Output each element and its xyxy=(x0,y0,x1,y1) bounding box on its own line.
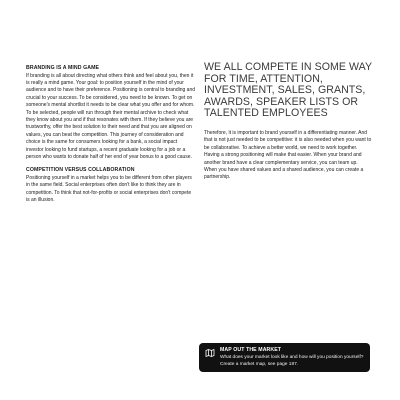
section-body-branding: If branding is all about directing what others think and feel about you, then it is really a mind game. Your goal: to position yourself in the mind of your audience and to have their preference. Positioning is central to branding and crucial to your success. To be considered, you need to be known. To get on someone's mental shortlist it needs to be clear what you offer and for whom. To be selected, people will run through their mental archive to check what they know about you and if that resonates with them. If they believe you are trustworthy, offer the best solution to their need and that you are aligned on values, you can beat the competition. This journey of consideration and choice is the same for consumers looking for a bank, a social impact investor looking to fund startups, a recent graduate looking for a job or a person who wants to donate half of her end of year bonus to a good cause. xyxy=(26,72,196,160)
callout-text: What does your market look like and how will you position yourself? Create a market map, see page 187. xyxy=(220,355,364,367)
section-heading-competition: COMPETITION VERSUS COLLABORATION xyxy=(26,167,135,174)
section-heading-branding: BRANDING IS A MIND GAME xyxy=(26,65,100,71)
right-column xyxy=(204,62,372,182)
section-body-competition: Positioning yourself in a market helps you to be different from other players in the same field. Social enterprises often don't like to think they are in competition. To think that not-for-profits or social enterprises don't compete is an illusion. xyxy=(26,174,192,204)
right-body: Therefore, it is important to brand yourself in a differentiating manner. And that is not just needed to be competitive: it is also needed when you want to be collaborative. To achieve a better world, we need to work together. Having a strong positioning will make that easier. When your brand and another brand have a clear complementary service, you can team up. When you have shared values and a shared audience, you can create a partnership. xyxy=(204,129,372,181)
callout-title: MAP OUT THE MARKET xyxy=(220,347,282,353)
pull-quote: WE ALL COMPETE IN SOME WAY FOR TIME, ATTENTION, INVESTMENT, SALES, GRANTS, AWARDS, SPEAKER LISTS OR TALENTED EMPLOYEES xyxy=(204,61,372,120)
map-icon xyxy=(205,348,215,358)
callout-box xyxy=(199,343,370,372)
left-column xyxy=(26,65,196,211)
